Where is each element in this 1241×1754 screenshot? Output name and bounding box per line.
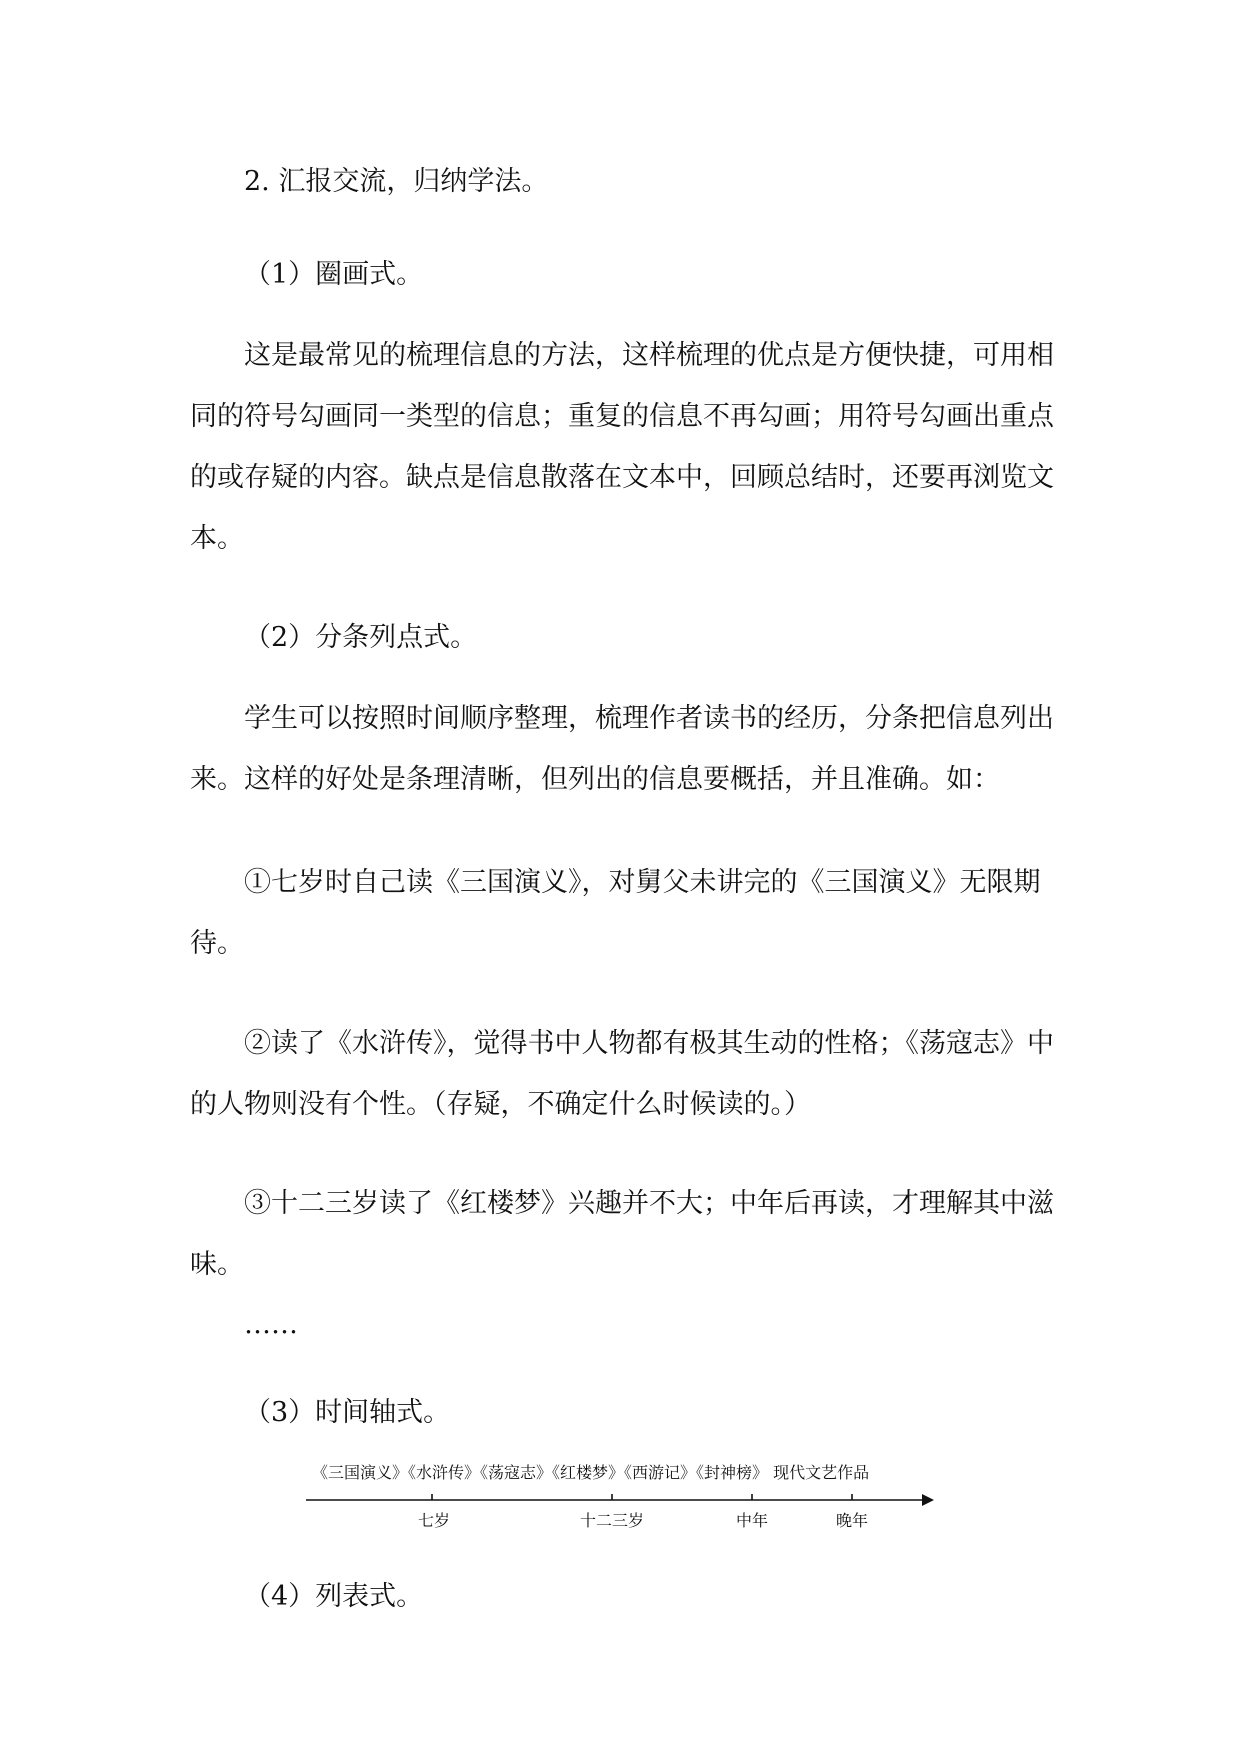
list-item-2: ②读了《水浒传》，觉得书中人物都有极其生动的性格；《荡寇志》中的人物则没有个性。（存疑，不确定什么时候读的。） <box>190 1028 1054 1120</box>
ellipsis: …… <box>244 1309 298 1340</box>
section2-title: （2）分条列点式。 <box>244 622 478 653</box>
timeline-books-label: 《三国演义》《水浒传》《荡寇志》《红楼梦》《西游记》《封神榜》 现代文艺作品 <box>312 1463 870 1482</box>
timeline-age-label: 晚年 <box>836 1511 869 1530</box>
section4-title: （4）列表式。 <box>244 1581 424 1612</box>
arrow-head-icon <box>922 1494 934 1506</box>
section-heading: 2. 汇报交流，归纳学法。 <box>244 166 549 197</box>
timeline-diagram <box>300 1462 940 1534</box>
section3-title: （3）时间轴式。 <box>244 1397 451 1428</box>
timeline-age-label: 十二三岁 <box>580 1511 645 1530</box>
list-item-1: ①七岁时自己读《三国演义》，对舅父未讲完的《三国演义》无限期待。 <box>190 867 1041 959</box>
timeline-age-label: 中年 <box>736 1511 769 1530</box>
section1-body: 这是最常见的梳理信息的方法，这样梳理的优点是方便快捷，可用相同的符号勾画同一类型的信息；重复的信息不再勾画；用符号勾画出重点的或存疑的内容。缺点是信息散落在文本中，回顾总结时，还要再浏览文本。 <box>190 340 1054 554</box>
section1-title: （1）圈画式。 <box>244 259 424 290</box>
section2-body: 学生可以按照时间顺序整理，梳理作者读书的经历，分条把信息列出来。这样的好处是条理清晰，但列出的信息要概括，并且准确。如： <box>190 703 1054 795</box>
list-item-3: ③十二三岁读了《红楼梦》兴趣并不大；中年后再读，才理解其中滋味。 <box>190 1188 1054 1280</box>
timeline-age-label: 七岁 <box>418 1511 451 1530</box>
